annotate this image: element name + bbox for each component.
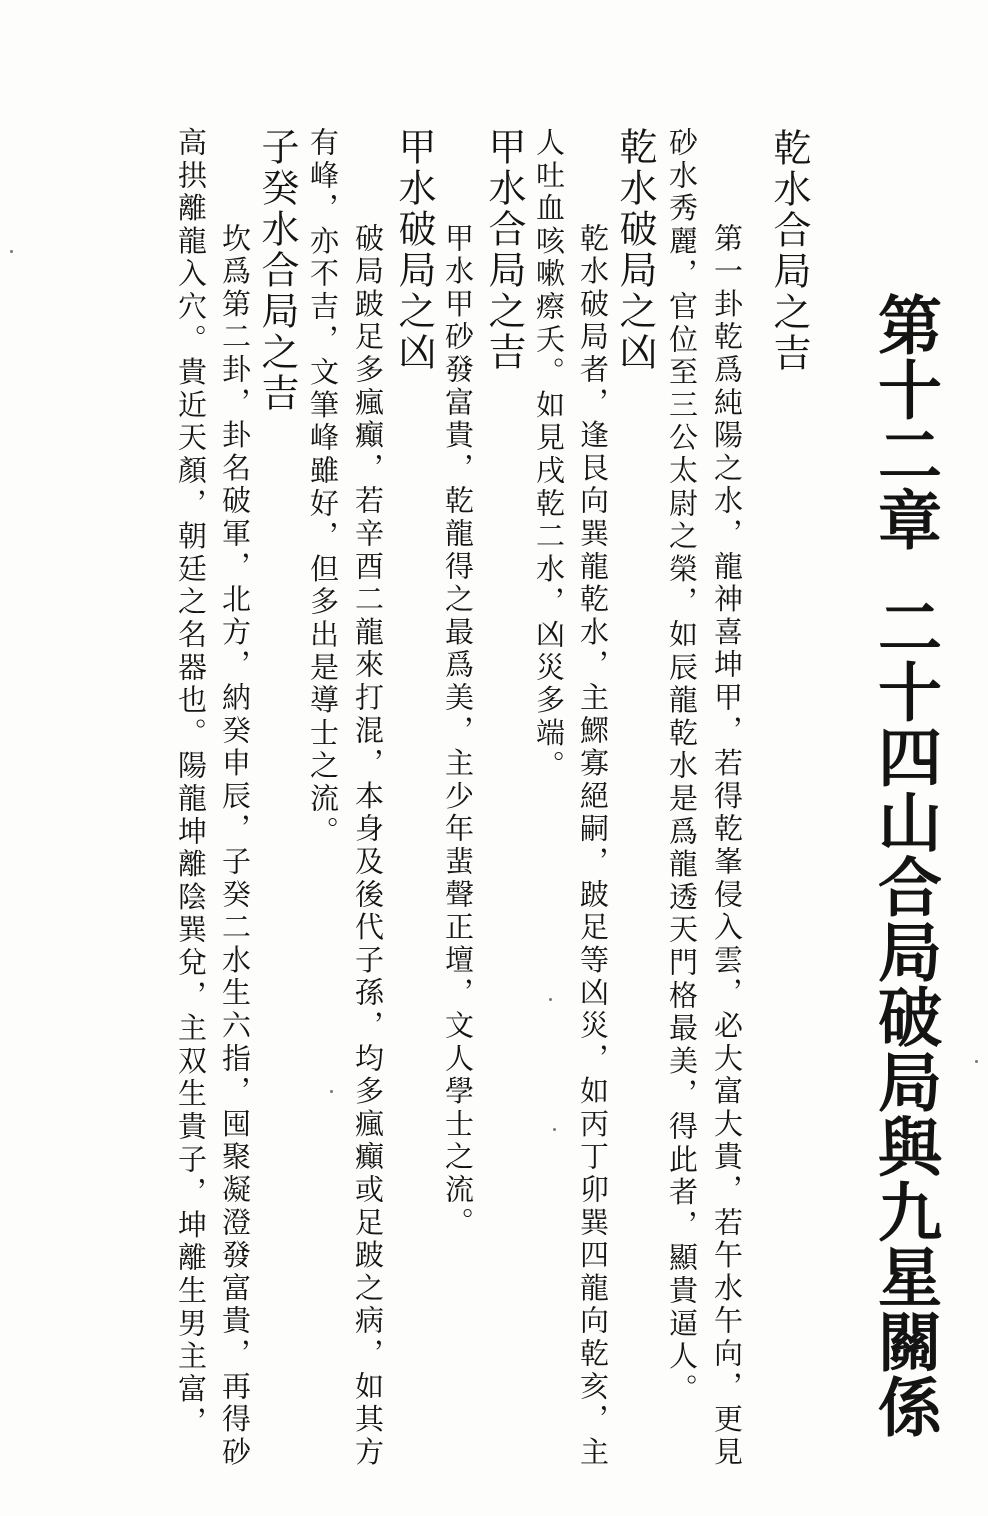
text-column: 砂水秀麗，官位至三公太尉之榮，如辰龍乾水是爲龍透天門格最美，得此者，顯貴逼人。	[665, 127, 699, 1407]
section-heading-qian-po-ju: 乾水破局之凶	[613, 127, 657, 373]
scan-speck	[330, 1090, 333, 1093]
text-column: 甲水甲砂發富貴，乾龍得之最爲美，主少年蜚聲正壇，文人學士之流。	[441, 190, 475, 1240]
text-column: 乾水破局者，逢艮向巽龍乾水，主鰥寡絕嗣，跛足等凶災，如丙丁卯巽四龍向乾亥，主	[576, 190, 610, 1470]
text-column: 破局跛足多瘋癲，若辛酉二龍來打混，本身及後代子孫，均多瘋癲或足跛之病，如其方	[351, 190, 385, 1470]
section-heading-jia-po-ju: 甲水破局之凶	[392, 127, 436, 373]
section-heading-zi-gui-he-ju: 子癸水合局之吉	[255, 127, 299, 414]
scan-speck	[975, 1060, 978, 1063]
chapter-number: 第十二章	[867, 292, 941, 552]
section-heading-jia-he-ju: 甲水合局之吉	[482, 127, 526, 373]
chapter-heading-text: 二十四山合局破局與九星關係	[867, 594, 941, 1439]
scan-speck	[549, 998, 552, 1001]
scan-speck	[10, 250, 13, 253]
text-column: 人吐血咳嗽瘵夭。如見戌乾二水，凶災多端。	[532, 127, 566, 783]
text-column: 第一卦乾爲純陽之水，龍神喜坤甲，若得乾峯侵入雲，必大富大貴，若午水午向，更見	[710, 190, 744, 1470]
text-column: 高拱離龍入穴。貴近天顏，朝廷之名器也。陽龍坤離陰巽兌，主双生貴子，坤離生男主富，	[174, 127, 208, 1439]
section-heading-qian-he-ju: 乾水合局之吉	[767, 128, 811, 374]
text-column: 坎爲第二卦，卦名破軍，北方，納癸申辰，子癸二水生六指，囤聚凝澄發富貴，再得砂	[218, 190, 252, 1470]
chapter-title	[867, 292, 941, 1439]
scan-speck	[553, 1128, 556, 1131]
text-column: 有峰，亦不吉，文筆峰雖好，但多出是導士之流。	[306, 127, 340, 849]
